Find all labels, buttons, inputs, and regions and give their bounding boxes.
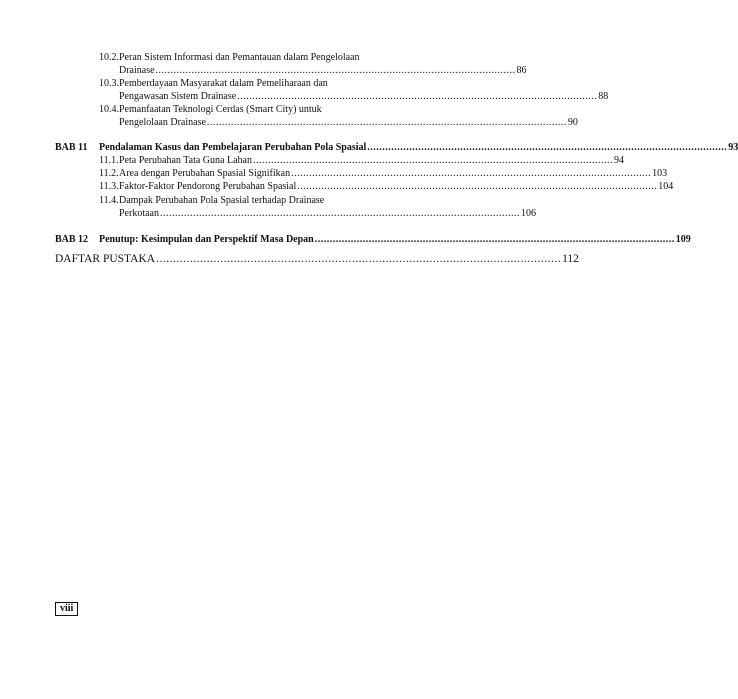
chapter-title-row — [99, 141, 738, 154]
entry-number: 10.2. — [99, 52, 119, 63]
dot-leader: ........................................................................................................................ — [291, 168, 652, 179]
page-number: 104 — [658, 181, 674, 192]
page-number: 106 — [521, 208, 536, 219]
chapter-title: Penutup: Kesimpulan dan Perspektif Masa Depan — [99, 234, 314, 245]
page-number: 86 — [516, 65, 527, 76]
entry-title-line2: Drainase — [119, 65, 155, 76]
entry-line2 — [119, 64, 527, 77]
dot-leader: ........................................................................................................................ — [314, 234, 675, 245]
page-number: 88 — [598, 91, 609, 102]
dot-leader: ........................................................................................................................ — [206, 117, 567, 128]
entry-title-line2: Pengelolaan Drainase — [119, 117, 206, 128]
bibliography-title: DAFTAR PUSTAKA — [55, 253, 156, 265]
page-number: 103 — [652, 168, 668, 179]
entry-title-line2: Perkotaan — [119, 208, 159, 219]
entry-title-line1: Pemberdayaan Masyarakat dalam Pemeliharaan dan — [119, 78, 328, 89]
entry-title-line2: Pengawasan Sistem Drainase — [119, 91, 237, 102]
dot-leader: ........................................................................................................................ — [367, 142, 728, 153]
chapter-title: Pendalaman Kasus dan Pembelajaran Perubahan Pola Spasial — [99, 142, 367, 153]
entry-line2 — [119, 207, 536, 220]
entry-number: 10.3. — [99, 78, 119, 89]
entry-row — [119, 154, 624, 167]
entry-title: Peta Perubahan Tata Guna Lahan — [119, 155, 252, 166]
page-number: 94 — [613, 155, 624, 166]
chapter-label: BAB 12 — [55, 234, 89, 245]
dot-leader: ........................................................................................................................ — [237, 91, 598, 102]
page-number: 112 — [562, 253, 579, 265]
dot-leader: ........................................................................................................................ — [252, 155, 613, 166]
entry-title: Area dengan Perubahan Spasial Signifikan — [119, 168, 291, 179]
chapter-label: BAB 11 — [55, 142, 88, 153]
page-number: 90 — [567, 117, 578, 128]
page-number: 109 — [675, 234, 691, 245]
toc-daftar-pustaka — [55, 252, 579, 266]
entry-row — [119, 180, 674, 193]
entry-title-line1: Pemanfaatan Teknologi Cerdas (Smart City) untuk — [119, 104, 322, 115]
page-number: 93 — [728, 142, 738, 153]
entry-title-line1: Peran Sistem Informasi dan Pemantauan dalam Pengelolaan — [119, 52, 360, 63]
chapter-title-row — [99, 233, 691, 246]
entry-row — [119, 167, 668, 180]
entry-title-line1: Dampak Perubahan Pola Spasial terhadap Drainase — [119, 195, 325, 206]
entry-number: 11.4. — [99, 195, 119, 206]
entry-title: Faktor-Faktor Pendorong Perubahan Spasial — [119, 181, 297, 192]
entry-number: 11.1. — [99, 155, 119, 166]
entry-line2 — [119, 116, 578, 129]
dot-leader: ........................................................................................................................ — [160, 208, 520, 219]
entry-number: 10.4. — [99, 104, 119, 115]
entry-number: 11.2. — [99, 168, 119, 179]
page-folio: viii — [55, 602, 78, 616]
entry-number: 11.3. — [99, 181, 119, 192]
dot-leader: ........................................................................................................................ — [297, 181, 658, 192]
dot-leader: ........................................................................................................................ — [156, 253, 562, 265]
dot-leader: ........................................................................................................................ — [155, 65, 516, 76]
entry-line2 — [119, 90, 609, 103]
